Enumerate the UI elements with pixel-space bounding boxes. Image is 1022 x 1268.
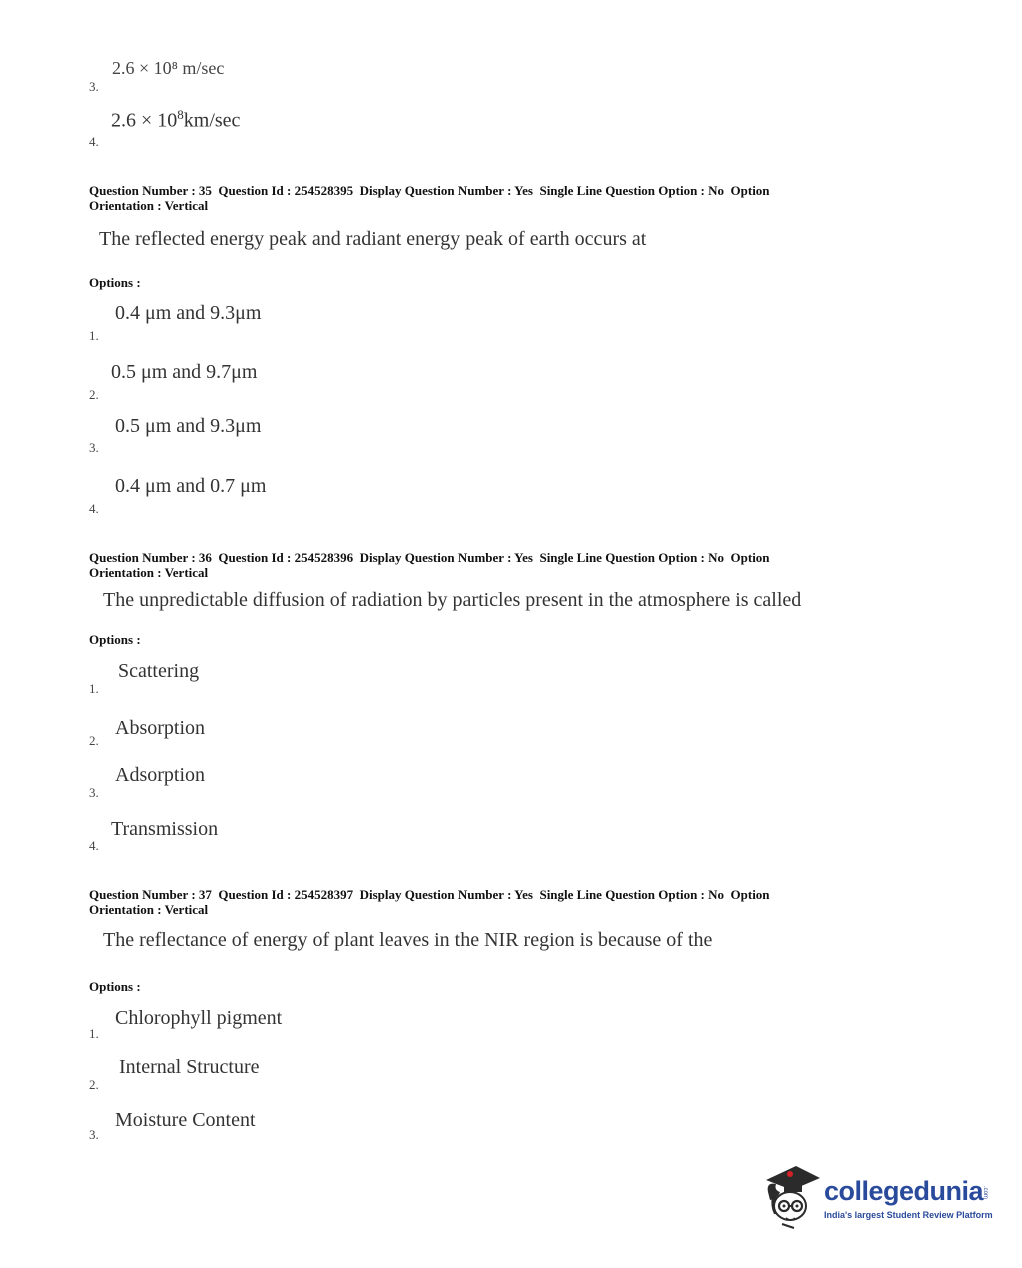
option-text: 0.5 μm and 9.7μm	[111, 361, 258, 383]
option-number: 2.	[89, 387, 99, 402]
option-number: 2.	[89, 733, 99, 748]
mascot-graduation-cap-icon	[760, 1162, 822, 1230]
option-number: 4.	[89, 838, 99, 853]
option-number: 1.	[89, 681, 99, 696]
option-number: 3.	[89, 1127, 99, 1142]
option-text: 0.4 μm and 0.7 μm	[115, 475, 267, 497]
option-text: Chlorophyll pigment	[115, 1007, 283, 1029]
question-header: Question Number : 35 Question Id : 254528395 Display Question Number : Yes Single Line Question Option : No Option Orientation : Vertical	[89, 183, 770, 213]
option-text: 0.4 μm and 9.3μm	[115, 302, 262, 324]
option-text: Adsorption	[115, 764, 205, 786]
option-text: Moisture Content	[115, 1109, 256, 1131]
option-text: Absorption	[115, 717, 205, 739]
previous-option-cut-text: 2.6 × 10⁸ m/sec	[112, 58, 225, 78]
option-number: 4.	[89, 501, 99, 516]
option-text: Transmission	[111, 818, 219, 840]
question-text: The reflectance of energy of plant leaves in the NIR region is because of the	[103, 929, 713, 951]
logo-com: .com	[982, 1186, 988, 1200]
option-text: Internal Structure	[119, 1056, 260, 1078]
option-text: 0.5 μm and 9.3μm	[115, 415, 262, 437]
option-text: $2.6 \times 10^8km/\sec$	[111, 107, 241, 132]
options-label: Options :	[89, 979, 141, 994]
option-number: 3.	[89, 785, 99, 800]
option-number: 2.	[89, 1077, 99, 1092]
logo-tagline: India's largest Student Review Platform	[824, 1210, 993, 1220]
option-text: Scattering	[118, 660, 200, 682]
logo-name: collegedunia	[824, 1176, 984, 1206]
option-number: 3.	[89, 79, 99, 94]
option-number: 1.	[89, 1026, 99, 1041]
collegedunia-logo	[760, 1160, 992, 1230]
options-label: Options :	[89, 632, 141, 647]
option-number: 1.	[89, 328, 99, 343]
option-number: 3.	[89, 440, 99, 455]
options-label: Options :	[89, 275, 141, 290]
question-header: Question Number : 36 Question Id : 254528396 Display Question Number : Yes Single Line Question Option : No Option Orientation : Vertical	[89, 550, 770, 580]
question-text: The unpredictable diffusion of radiation by particles present in the atmosphere is called	[103, 589, 802, 611]
question-text: The reflected energy peak and radiant energy peak of earth occurs at	[99, 228, 647, 250]
question-header: Question Number : 37 Question Id : 254528397 Display Question Number : Yes Single Line Question Option : No Option Orientation : Vertical	[89, 887, 770, 917]
option-number: 4.	[89, 134, 99, 149]
